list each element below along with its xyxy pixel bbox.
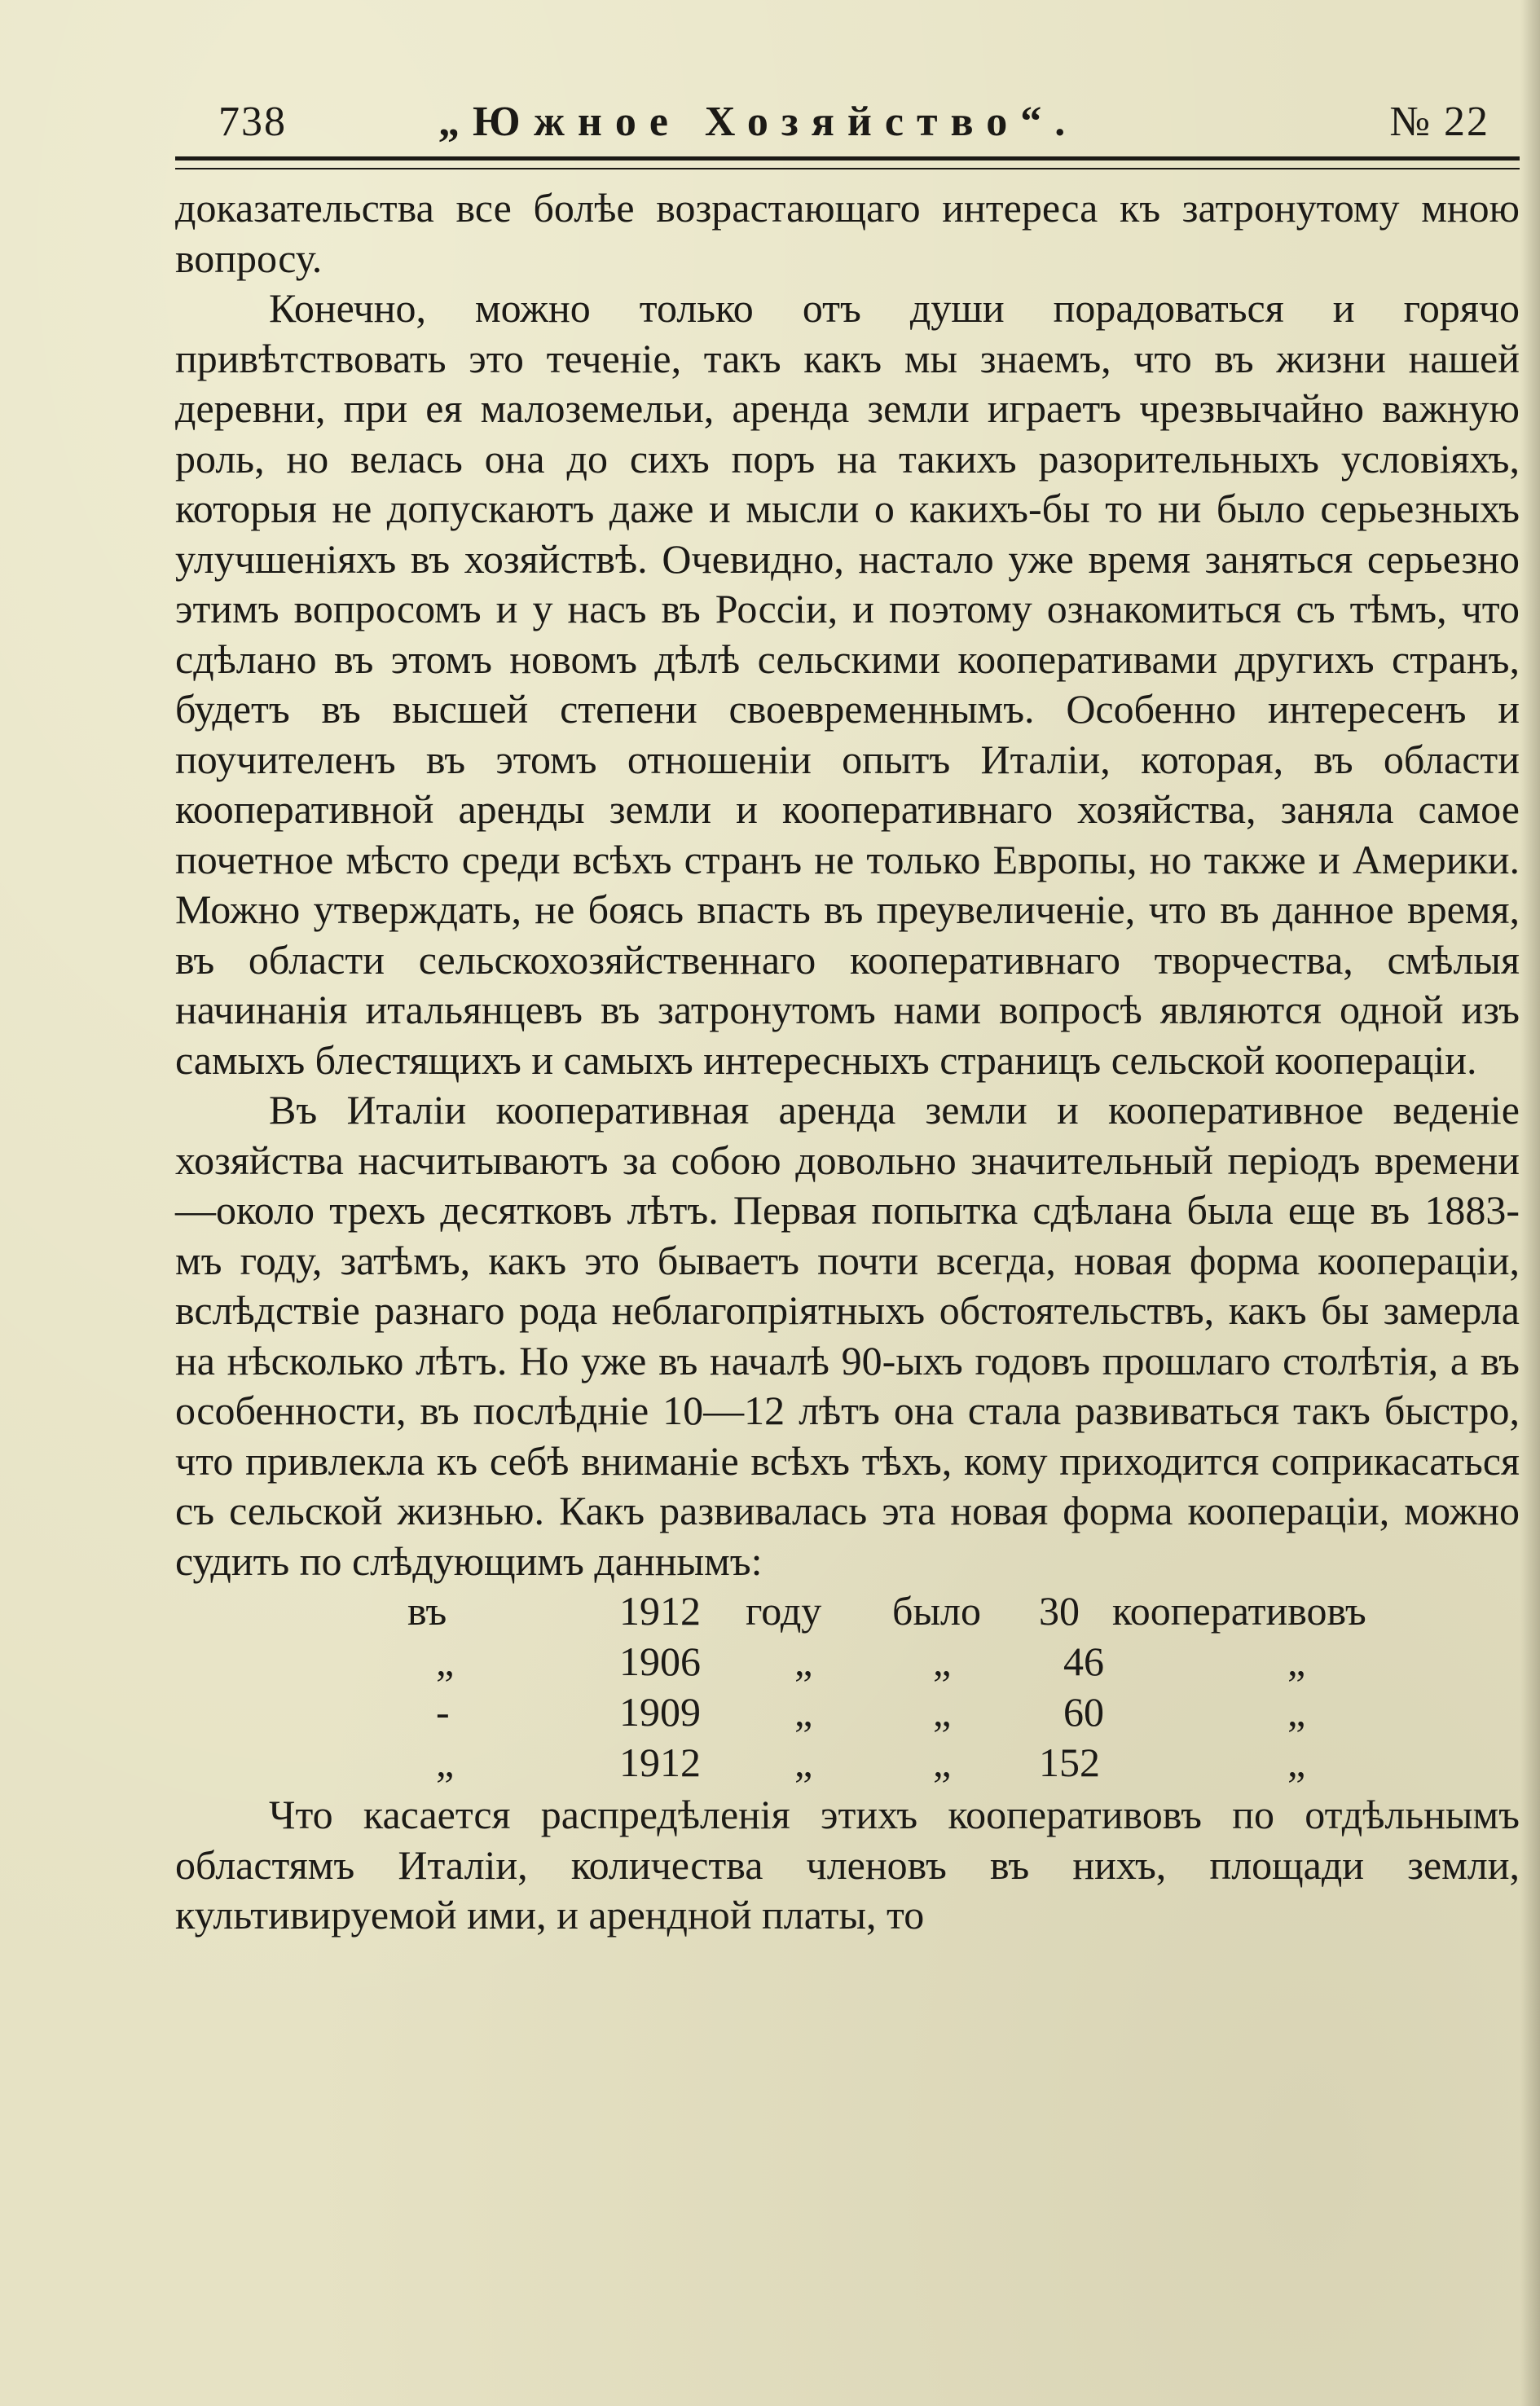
paragraph: доказательства все болѣе возрастающаго интереса къ затронутому мною вопросу. bbox=[175, 185, 1520, 281]
stats-count: 46 bbox=[1063, 1638, 1104, 1684]
header-rule-thin bbox=[175, 168, 1520, 169]
cooperatives-by-year-list bbox=[175, 1586, 1520, 1790]
stats-verb: „ bbox=[933, 1638, 952, 1684]
stats-word: „ bbox=[794, 1689, 813, 1735]
stats-prefix: „ bbox=[436, 1638, 455, 1684]
stats-count: 152 bbox=[1039, 1740, 1100, 1785]
stats-word: „ bbox=[794, 1740, 813, 1785]
stats-unit: „ bbox=[1287, 1689, 1306, 1735]
page-edge-shadow bbox=[1520, 0, 1540, 2406]
stats-prefix: „ bbox=[436, 1740, 455, 1785]
stats-word: году bbox=[746, 1588, 822, 1634]
stats-unit: „ bbox=[1287, 1638, 1306, 1684]
stats-unit: „ bbox=[1287, 1740, 1306, 1785]
stats-row bbox=[175, 1586, 1520, 1637]
paragraph: Конечно, можно только отъ души порадоваться и горячо привѣтствовать это теченіе, такъ какъ мы знаемъ, что въ жизни нашей деревни, при ея малоземельи, аренда земли играетъ чрезвычайно важную роль, но велась она до сихъ поръ на такихъ разорительныхъ условіяхъ, которыя не допускаютъ даже и мысли о какихъ-бы то ни было серьезныхъ улучшеніяхъ въ хозяйствѣ. Очевидно, настало уже время заняться серьезно этимъ вопросомъ и у насъ въ Россіи, и поэтому ознакомиться съ тѣмъ, что сдѣлано въ этомъ новомъ дѣлѣ сельскими кооперативами другихъ странъ, будетъ въ высшей степени своевременнымъ. Особенно интересенъ и поучителенъ въ этомъ отношеніи опытъ Италіи, которая, въ области кооперативной аренды земли и кооперативнаго хозяйства, заняла самое почетное мѣсто среди всѣхъ странъ не только Европы, но также и Америки. Можно утверждать, не боясь впасть въ преувеличеніе, что въ данное время, въ области сельскохозяйственнаго кооперативнаго творчества, смѣлыя начинанія итальянцевъ въ затронутомъ нами вопросѣ являются одной изъ самыхъ блестящихъ и самыхъ интересныхъ страницъ сельской коопераціи. bbox=[175, 285, 1520, 1083]
journal-title: „Южное Хозяйство“. bbox=[438, 99, 1079, 145]
stats-row bbox=[175, 1637, 1520, 1687]
stats-row bbox=[175, 1738, 1520, 1788]
closing-paragraph: Что касается распредѣленія этихъ кооперативовъ по отдѣльнымъ областямъ Италіи, количества членовъ въ нихъ, площади земли, культивируемой ими, и арендной платы, то bbox=[175, 1792, 1520, 1938]
stats-year: 1909 bbox=[619, 1689, 701, 1735]
issue-number: № 22 bbox=[1389, 99, 1489, 145]
running-header bbox=[218, 90, 1489, 155]
stats-unit: кооперативовъ bbox=[1112, 1588, 1366, 1634]
stats-year: 1912 bbox=[619, 1740, 701, 1785]
header-rule-thick bbox=[175, 156, 1520, 161]
stats-count: 30 bbox=[1039, 1588, 1080, 1634]
stats-year: 1912 bbox=[619, 1588, 701, 1634]
stats-verb: „ bbox=[933, 1740, 952, 1785]
paragraph: Въ Италіи кооперативная аренда земли и кооперативное веденіе хозяйства насчитываютъ за собою довольно значительный періодъ времени—около трехъ десятковъ лѣтъ. Первая попытка сдѣлана была еще въ 1883-мъ году, затѣмъ, какъ это бываетъ почти всегда, новая форма коопераціи, вслѣдствіе разнаго рода неблагопріятныхъ обстоятельствъ, какъ бы замерла на нѣсколько лѣтъ. Но уже въ началѣ 90-ыхъ годовъ прошлаго столѣтія, а въ особенности, въ послѣдніе 10—12 лѣтъ она стала развиваться такъ быстро, что привлекла къ себѣ вниманіе всѣхъ тѣхъ, кому приходится соприкасаться съ сельской жизнью. Какъ развивалась эта новая форма коопераціи, можно судить по слѣдующимъ даннымъ: bbox=[175, 1087, 1520, 1584]
article-body bbox=[175, 183, 1520, 1941]
stats-verb: „ bbox=[933, 1689, 952, 1735]
stats-verb: было bbox=[892, 1588, 981, 1634]
stats-row bbox=[175, 1687, 1520, 1738]
stats-prefix: въ bbox=[407, 1588, 447, 1634]
stats-word: „ bbox=[794, 1638, 813, 1684]
page-number: 738 bbox=[218, 99, 287, 145]
stats-year: 1906 bbox=[619, 1638, 701, 1684]
stats-prefix: - bbox=[436, 1689, 450, 1735]
stats-count: 60 bbox=[1063, 1689, 1104, 1735]
